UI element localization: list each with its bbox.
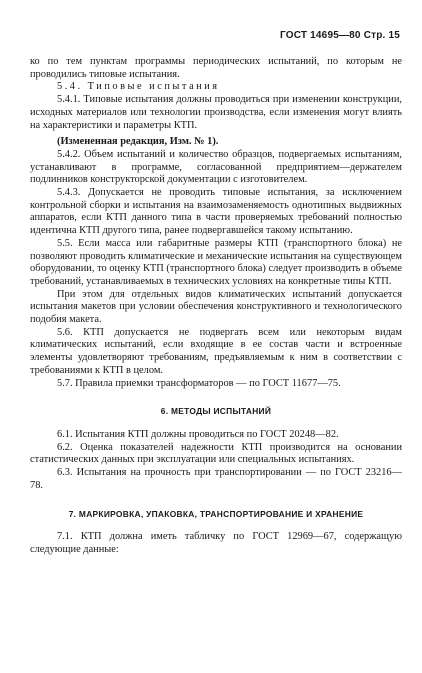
paragraph-5-5-cont: При этом для отдельных видов климатических испытаний допускается испытания макетов при условии обеспечения конструктивного и технологического подобия макета.: [30, 288, 402, 326]
page-number: Стр. 15: [363, 30, 400, 41]
paragraph-7-1: 7.1. КТП должна иметь табличку по ГОСТ 12969—67, содержащую следующие данные:: [30, 531, 402, 555]
paragraph-5-4-2: 5.4.2. Объем испытаний и количество образцов, подвергаемых испытаниям, устанавливают в программе, согласованной предприятием—держателем подлинников конструкторской документации с изготовителем.: [30, 148, 402, 186]
paragraph-continuation: ко по тем пунктам программы периодических испытаний, по которым не проводились типовые испытания.: [30, 56, 402, 80]
section-title-7: 7. МАРКИРОВКА, УПАКОВКА, ТРАНСПОРТИРОВАНИЕ И ХРАНЕНИЕ: [68, 508, 364, 519]
section-title-6: 6. МЕТОДЫ ИСПЫТАНИЙ: [160, 406, 272, 417]
paragraph-5-4-3: 5.4.3. Допускается не проводить типовые испытания, за исключением контрольной сборки и испытания на взаимозаменяемость однотипных выдвижных аппаратов, если КТП данного типа в части проверяемых требований полностью идентична КТП другого типа, ранее подвергавшейся такому испытанию.: [30, 187, 402, 237]
paragraph-6-3: 6.3. Испытания на прочность при транспортировании — по ГОСТ 23216—78.: [30, 467, 402, 491]
document-body: [30, 56, 402, 557]
paragraph-5-4-1: 5.4.1. Типовые испытания должны проводиться при изменении конструкции, исходных материалов или технологии производства, если изменения могут влиять на характеристики и параметры КТП.: [30, 94, 402, 131]
page-header: [280, 30, 400, 41]
paragraph-6-2: 6.2. Оценка показателей надежности КТП производится на основании статистических данных при эксплуатации или специальных испытаниях.: [30, 441, 402, 466]
paragraph-5-6: 5.6. КТП допускается не подвергать всем или некоторым видам климатических испытаний, если входящие в ее состав части и встроенные элементы удовлетворяют требованиям, предъявляемым к ним в соответствии с требованиями к КТП в целом.: [30, 326, 402, 376]
paragraph-5-7: 5.7. Правила приемки трансформаторов — по ГОСТ 11677—75.: [57, 377, 341, 389]
subsection-heading-5-4: 5.4. Типовые испытания: [57, 81, 220, 93]
standard-number: ГОСТ 14695—80: [279, 30, 361, 41]
paragraph-6-1: 6.1. Испытания КТП должны проводиться по ГОСТ 20248—82.: [57, 428, 339, 440]
paragraph-5-5: 5.5. Если масса или габаритные размеры КТП (транспортного блока) не позволяют проводить климатические и механические испытания на существующем оборудовании, то оценку КТП (транспортного блока) следует производить в объеме требований, устанавливаемых в технических условиях на конкретные типы КТП.: [30, 237, 402, 287]
revision-note: (Измененная редакция, Изм. № 1).: [57, 136, 219, 148]
